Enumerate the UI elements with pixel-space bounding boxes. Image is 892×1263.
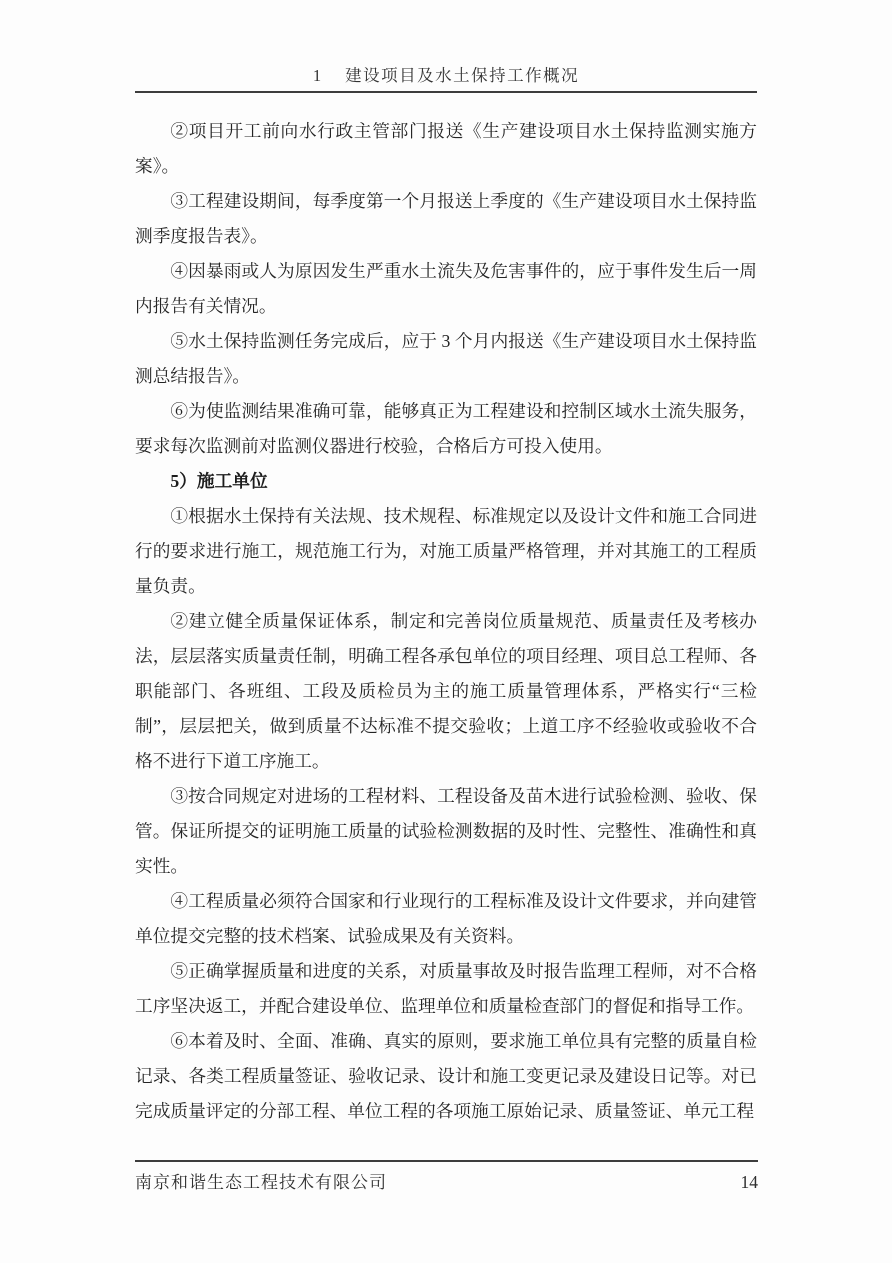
document-paragraph: ②建立健全质量保证体系，制定和完善岗位质量规范、质量责任及考核办法，层层落实质量责任制，明确工程各承包单位的项目经理、项目总工程师、各职能部门、各班组、工段及质检员为主的施工质量管理体系，严格实行“三检制”，层层把关，做到质量不达标准不提交验收；上道工序不经验收或验收不合格不进行下道工序施工。	[135, 611, 757, 771]
document-paragraph: ⑤正确掌握质量和进度的关系，对质量事故及时报告监理工程师，对不合格工序坚决返工，并配合建设单位、监理单位和质量检查部门的督促和指导工作。	[135, 961, 757, 1016]
section-heading: 5）施工单位	[170, 471, 268, 491]
document-paragraph: ⑥为使监测结果准确可靠，能够真正为工程建设和控制区域水土流失服务，要求每次监测前对监测仪器进行校验，合格后方可投入使用。	[135, 401, 757, 456]
document-paragraph: ②项目开工前向水行政主管部门报送《生产建设项目水土保持监测实施方案》。	[135, 121, 757, 176]
document-paragraph: ③工程建设期间，每季度第一个月报送上季度的《生产建设项目水土保持监测季度报告表》。	[135, 191, 757, 246]
footer-company-name: 南京和谐生态工程技术有限公司	[135, 1173, 387, 1192]
document-paragraph: ③按合同规定对进场的工程材料、工程设备及苗木进行试验检测、验收、保管。保证所提交的证明施工质量的试验检测数据的及时性、完整性、准确性和真实性。	[135, 786, 757, 876]
document-body	[135, 114, 757, 1129]
page-footer	[135, 1160, 758, 1193]
page-header-title: 1 建设项目及水土保持工作概况	[312, 66, 580, 85]
page-header	[135, 62, 757, 93]
document-paragraph: ①根据水土保持有关法规、技术规程、标准规定以及设计文件和施工合同进行的要求进行施工，规范施工行为，对施工质量严格管理，并对其施工的工程质量负责。	[135, 506, 757, 596]
document-paragraph: ⑤水土保持监测任务完成后，应于 3 个月内报送《生产建设项目水土保持监测总结报告》。	[135, 331, 757, 386]
document-paragraph: ④因暴雨或人为原因发生严重水土流失及危害事件的，应于事件发生后一周内报告有关情况。	[135, 261, 757, 316]
document-paragraph: ⑥本着及时、全面、准确、真实的原则，要求施工单位具有完整的质量自检记录、各类工程质量签证、验收记录、设计和施工变更记录及建设日记等。对已完成质量评定的分部工程、单位工程的各项施工原始记录、质量签证、单元工程	[135, 1031, 757, 1121]
document-paragraph: ④工程质量必须符合国家和行业现行的工程标准及设计文件要求，并向建管单位提交完整的技术档案、试验成果及有关资料。	[135, 891, 757, 946]
footer-page-number: 14	[740, 1172, 758, 1192]
